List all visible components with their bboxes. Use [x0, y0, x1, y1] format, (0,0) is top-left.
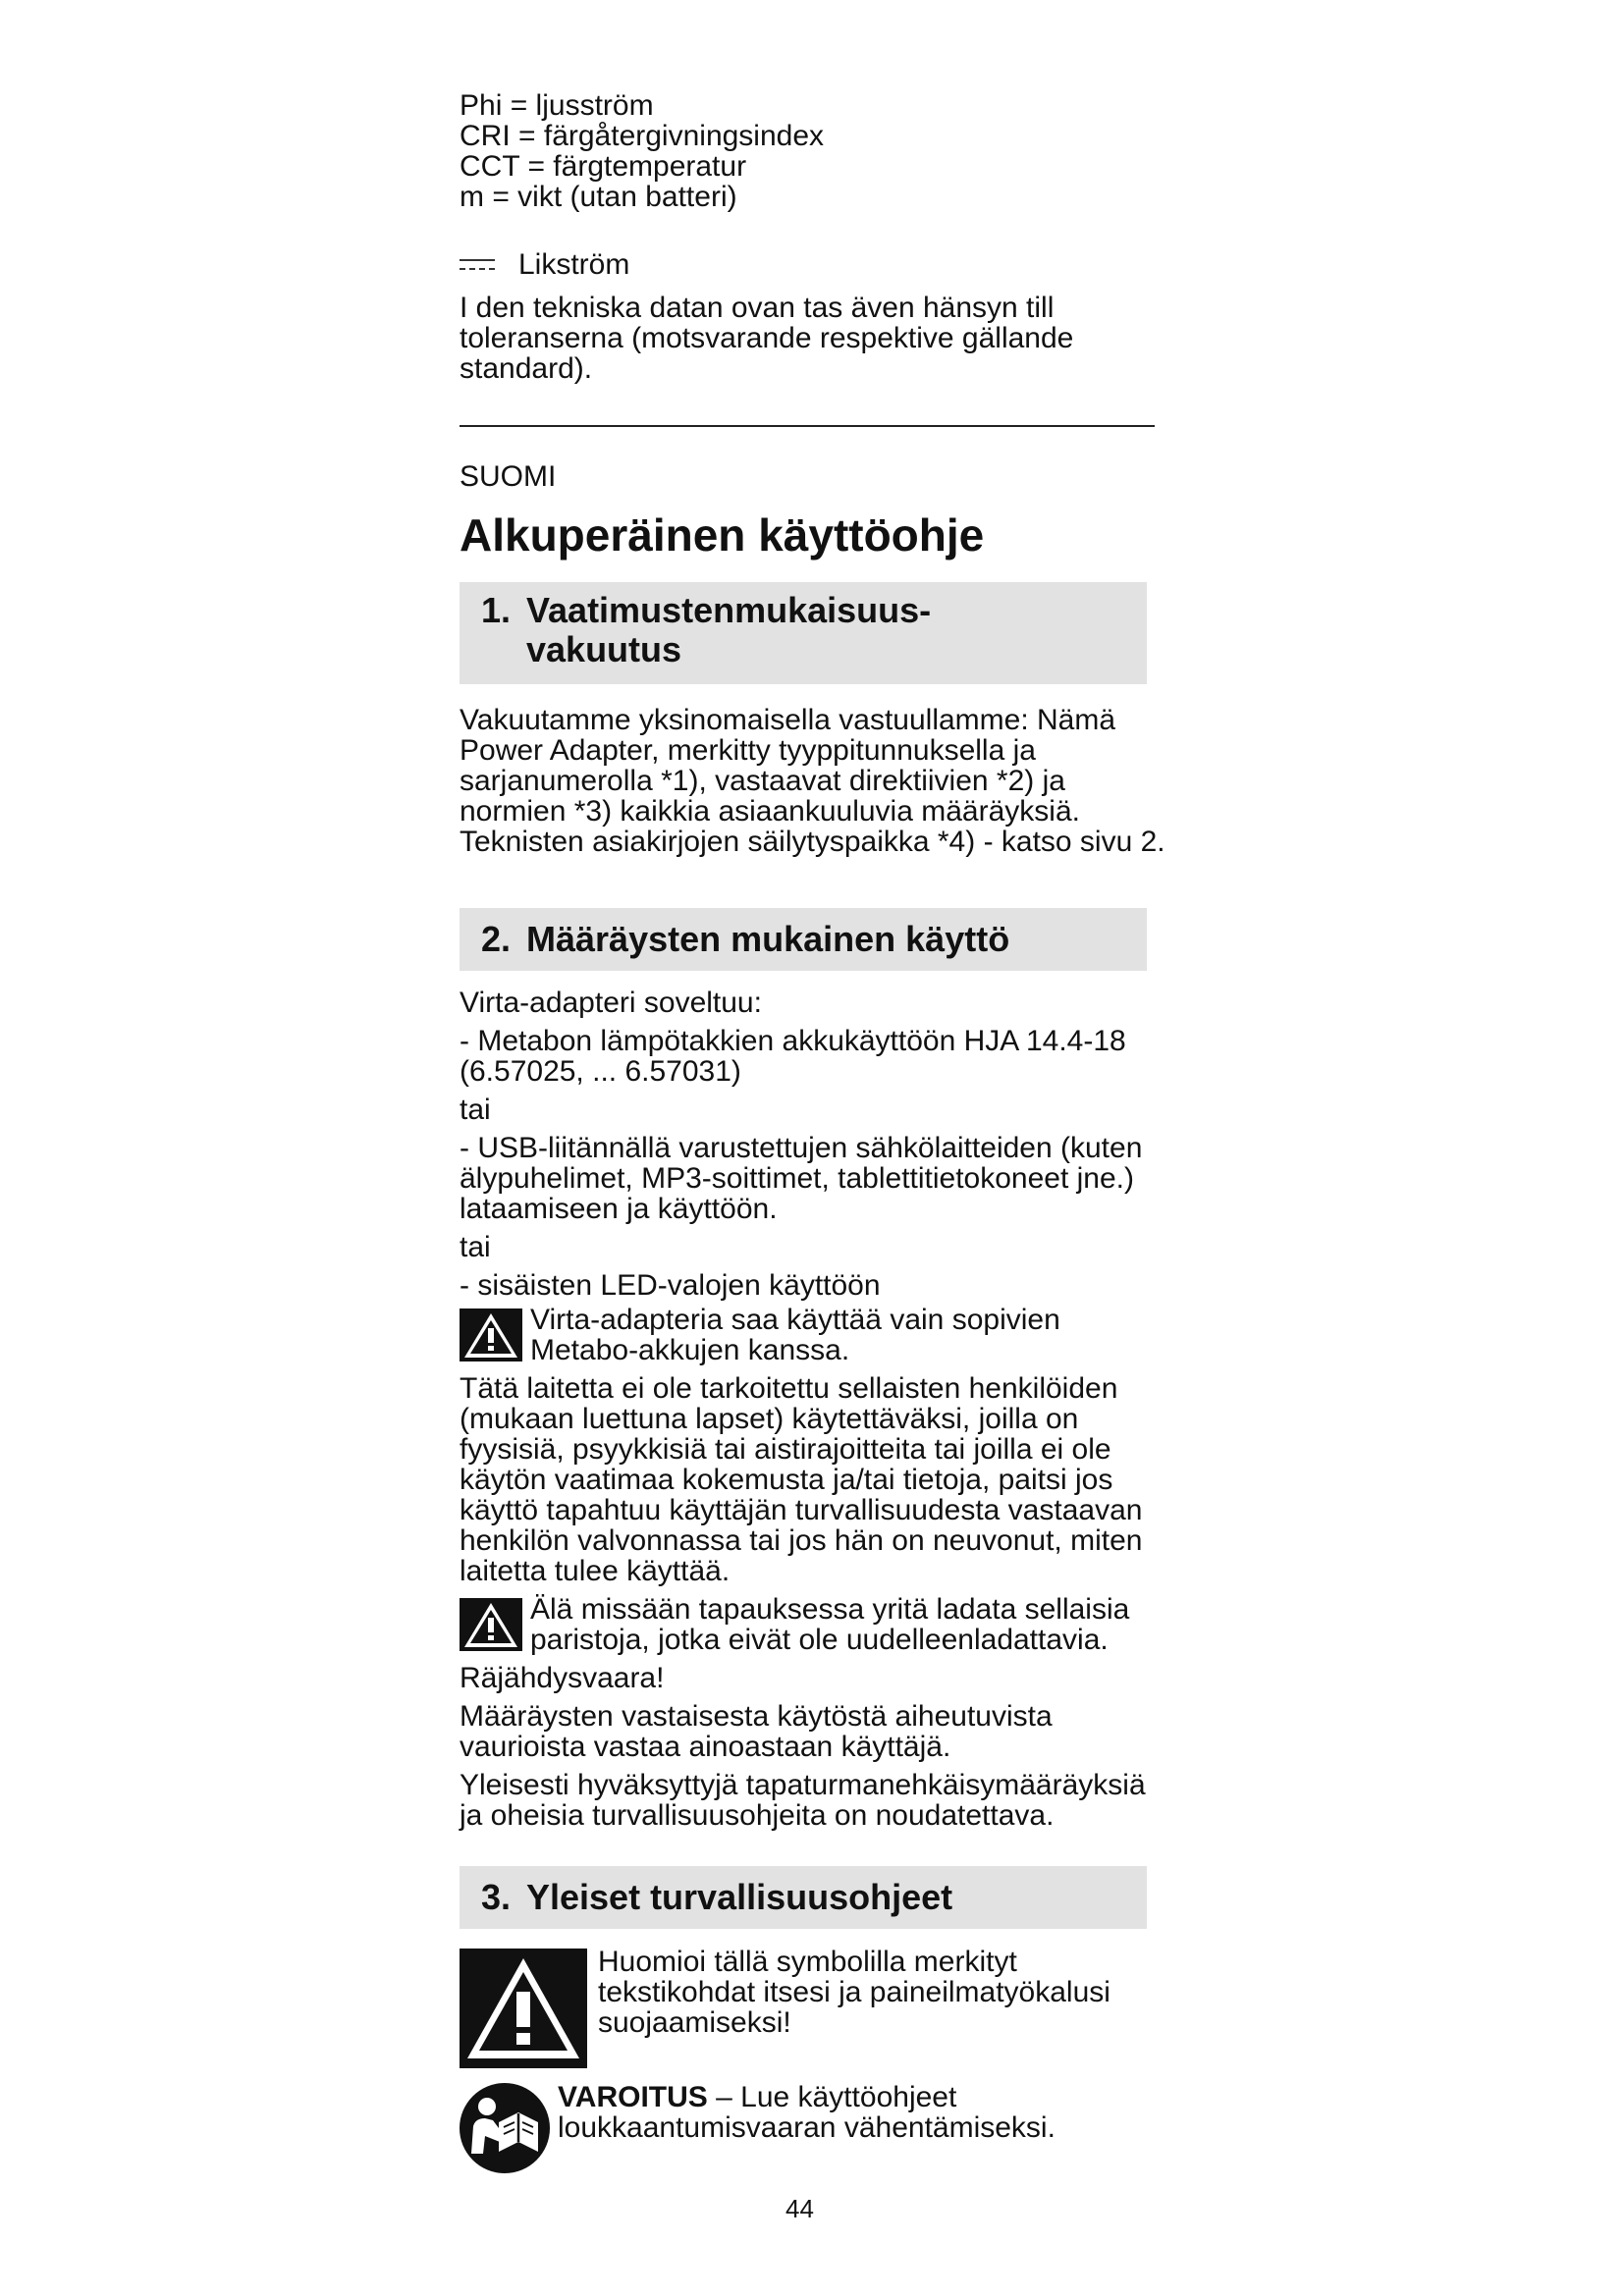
definition-phi: Phi = ljusström	[460, 89, 654, 122]
intended-use-led-lights: - sisäisten LED-valojen käyttöön	[460, 1269, 881, 1302]
dc-label: Likström	[518, 248, 630, 281]
section-divider	[460, 425, 1155, 427]
definition-cri: CRI = färgåtergivningsindex	[460, 120, 825, 152]
section-1-title	[460, 582, 1147, 669]
section-1-header	[460, 582, 1147, 684]
safety-rules-text: Yleisesti hyväksyttyjä tapaturmanehkäisymääräyksiä ja oheisia turvallisuusohjeita on noudatettava.	[460, 1769, 1146, 1832]
read-manual-warning	[558, 2082, 1166, 2143]
intended-use-heated-jackets: - Metabon lämpötakkien akkukäyttöön HJA 14.4-18 (6.57025, ... 6.57031)	[460, 1025, 1126, 1088]
conformity-declaration-text: Vakuutamme yksinomaisella vastuullamme: Nämä Power Adapter, merkitty tyyppitunnuksella ja sarjanumerolla *1), vastaavat direktiivien *2) ja normien *3) kaikkia asiaankuuluvia määräyksiä. Teknisten asiakirjojen säilytyspaikka *4) - katso sivu 2.	[460, 704, 1165, 858]
warning-metabo-batteries	[460, 1305, 1166, 1373]
page-number: 44	[785, 2194, 814, 2223]
document-title: Alkuperäinen käyttöohje	[460, 509, 985, 561]
section-1-title-line1: Vaatimustenmukaisuus-	[526, 590, 932, 630]
tolerance-note: I den tekniska datan ovan tas även hänsyn till toleranserna (motsvarande respektive gällande standard).	[460, 292, 1074, 385]
damage-liability-text: Määräysten vastaisesta käytöstä aiheutuvista vaurioista vastaa ainoastaan käyttäjä.	[460, 1700, 1053, 1763]
or-separator-2: tai	[460, 1231, 491, 1263]
section-2-number: 2.	[481, 919, 512, 959]
direct-current-icon	[460, 258, 495, 272]
warning-triangle-icon	[460, 1598, 522, 1651]
section-3-title	[460, 1866, 1147, 1917]
read-manual-icon	[460, 2083, 550, 2173]
section-2-body	[460, 988, 1166, 1839]
section-2-header	[460, 908, 1147, 971]
symbol-note-text: Huomioi tällä symbolilla merkityt tekstikohdat itsesi ja paineilmatyökalusi suojaamiseksi!	[598, 1946, 1110, 2039]
warning-label: VAROITUS	[558, 2081, 708, 2113]
symbol-definitions	[460, 90, 1166, 212]
definition-cct: CCT = färgtemperatur	[460, 150, 747, 183]
persons-restriction-text: Tätä laitetta ei ole tarkoitettu sellaisten henkilöiden (mukaan luettuna lapset) käytettäväksi, joilla on fyysisiä, psyykkisiä tai aistirajoitteita tai joilla ei ole käytön vaatimaa kokemusta ja/tai tietoja, paitsi jos käyttö tapahtuu käyttäjän turvallisuudesta vastaavan henkilön valvonnassa tai jos hän on neuvonut, miten laitetta tulee käyttää.	[460, 1372, 1143, 1587]
intended-use-usb-devices: - USB-liitännällä varustettujen sähkölaitteiden (kuten älypuhelimet, MP3-soittimet, tablettitietokoneet jne.) lataamiseen ja käyttöön.	[460, 1132, 1143, 1225]
warning-non-rechargeable-text: Älä missään tapauksessa yritä ladata sellaisia paristoja, jotka eivät ole uudelleenladattavia.	[530, 1593, 1130, 1656]
intended-use-intro: Virta-adapteri soveltuu:	[460, 987, 762, 1019]
section-2-title-text: Määräysten mukainen käyttö	[526, 919, 1010, 959]
definition-mass: m = vikt (utan batteri)	[460, 181, 737, 213]
or-separator-1: tai	[460, 1094, 491, 1126]
section-1-number: 1.	[481, 590, 512, 630]
section-2-title	[460, 908, 1147, 959]
warning-text: – Lue käyttöohjeet loukkaantumisvaaran vähentämiseksi.	[558, 2081, 1056, 2144]
warning-triangle-icon	[460, 1949, 587, 2068]
warning-metabo-batteries-text: Virta-adapteria saa käyttää vain sopivien Metabo-akkujen kanssa.	[530, 1304, 1060, 1366]
explosion-hazard-text: Räjähdysvaara!	[460, 1662, 665, 1694]
warning-triangle-icon	[460, 1308, 522, 1362]
warning-non-rechargeable	[460, 1594, 1166, 1663]
section-3-title-text: Yleiset turvallisuusohjeet	[526, 1877, 953, 1917]
section-3-number: 3.	[481, 1877, 512, 1917]
section-1-title-line2: vakuutus	[526, 629, 682, 669]
dc-symbol-row	[460, 249, 1166, 280]
language-label: SUOMI	[460, 460, 557, 493]
section-3-header	[460, 1866, 1147, 1929]
